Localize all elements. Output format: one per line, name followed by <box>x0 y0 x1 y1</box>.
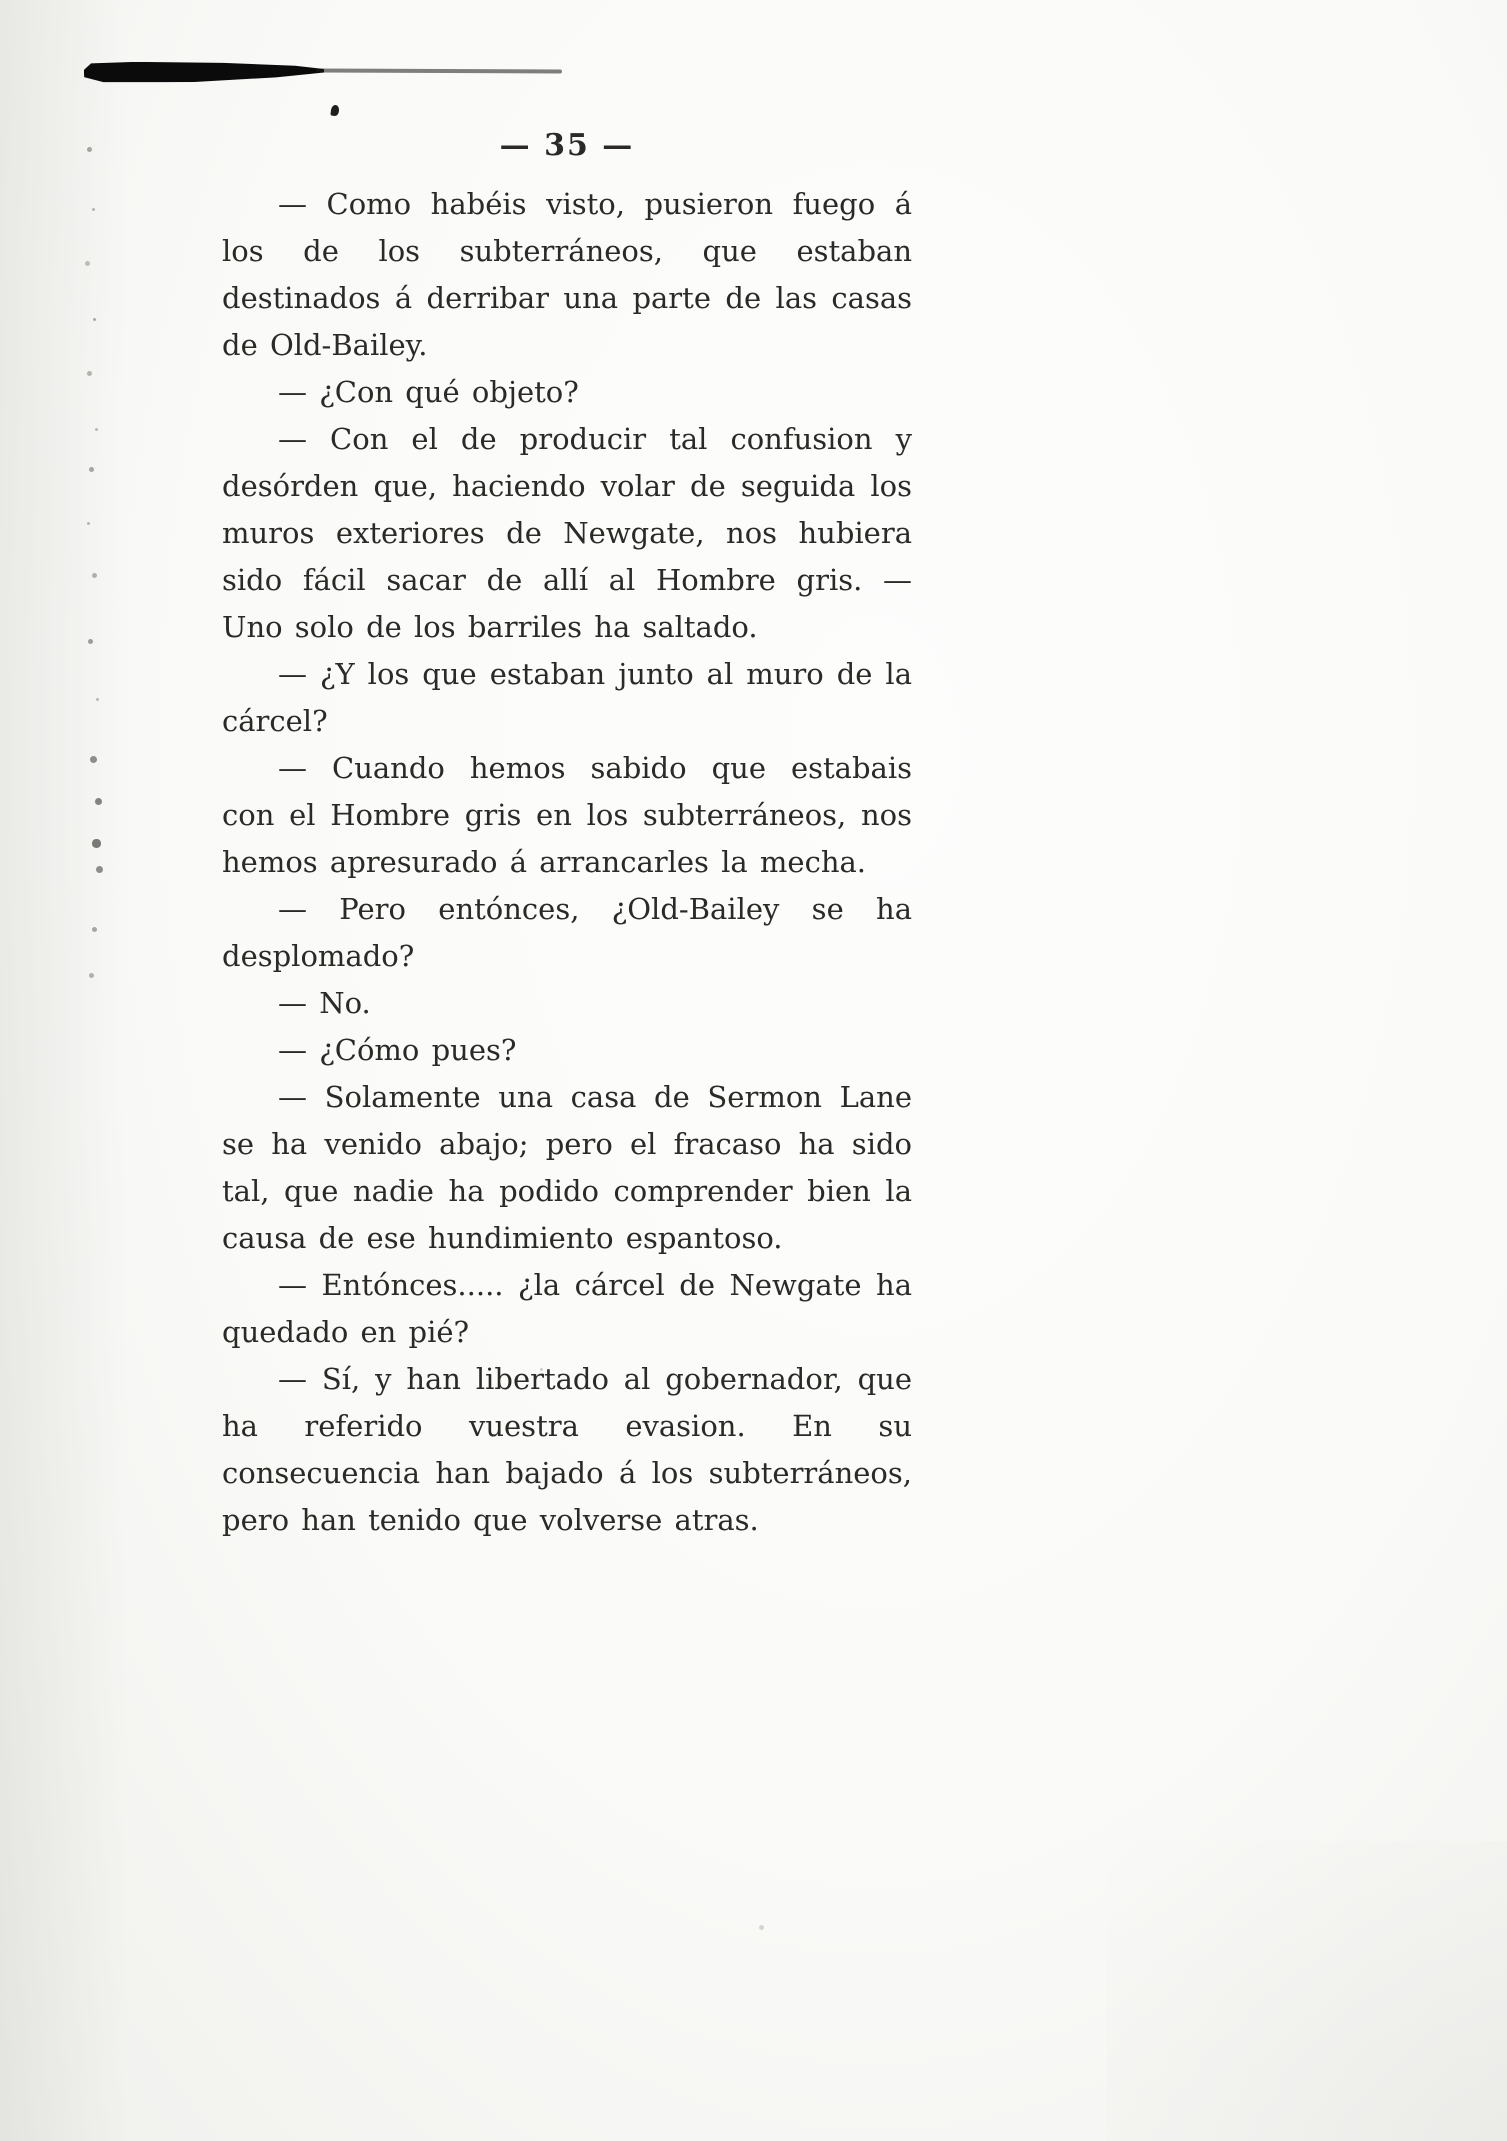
paragraph: — No. <box>278 986 371 1020</box>
page-number: — 35 — <box>499 128 635 163</box>
paragraph: — ¿Y los que estaban junto al muro de la cárcel? <box>222 657 912 738</box>
paragraph: — Solamente una casa de Sermon Lane se ha venido abajo; pero el fracaso ha sido tal, que nadie ha podido comprender bien la causa de ese hundimiento espantoso. <box>222 1080 912 1255</box>
scan-smudge-bar <box>84 60 324 84</box>
paragraph: — Con el de producir tal confusion y desórden que, haciendo volar de seguida los muros exteriores de Newgate, nos hubiera sido fácil sacar de allí al Hombre gris. — Uno solo de los barriles ha saltado. <box>222 422 912 644</box>
scan-smudge-tail <box>316 68 562 73</box>
paragraph: — Entónces..... ¿la cárcel de Newgate ha quedado en pié? <box>222 1268 912 1349</box>
scan-edge-marks <box>0 0 3 3</box>
paragraph: — Cuando hemos sabido que estabais con el Hombre gris en los subterráneos, nos hemos apresurado á arrancarles la mecha. <box>222 751 912 879</box>
ink-speck <box>330 104 339 116</box>
text-block <box>222 128 912 1544</box>
paragraph: — ¿Con qué objeto? <box>278 375 579 409</box>
body-text <box>222 181 912 1544</box>
paragraph: — ¿Cómo pues? <box>278 1033 517 1067</box>
paragraph: — Como habéis visto, pusieron fuego á los de los subterráneos, que estaban destinados á derribar una parte de las casas de Old-Bailey. <box>222 187 912 362</box>
paragraph: — Sí, y han libertado al gobernador, que ha referido vuestra evasion. En su consecuencia han bajado á los subterráneos, pero han tenido que volverse atras. <box>222 1362 912 1537</box>
paragraph: — Pero entónces, ¿Old-Bailey se ha desplomado? <box>222 892 912 973</box>
